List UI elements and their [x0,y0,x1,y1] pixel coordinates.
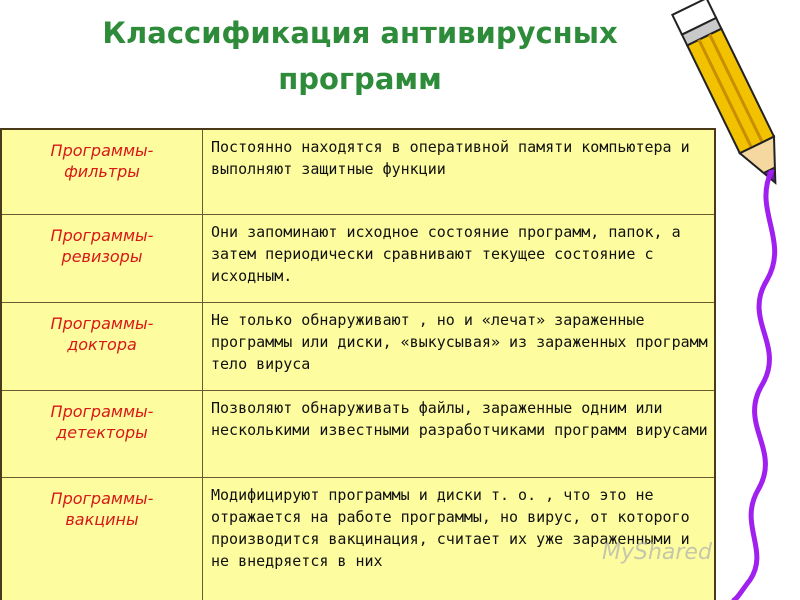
squiggle-decoration [712,170,800,600]
program-description: Модифицируют программы и диски т. о. , что это не отражается на работе программы, но вирус, от которого производится вакцинация, считает их уже зараженными и не внедряется в них [211,486,690,570]
program-type-label: Программы- [50,489,154,508]
program-description-cell [203,303,716,391]
program-description: Постоянно находятся в оперативной памяти компьютера и выполняют защитные функции [211,138,690,178]
program-description-cell [203,478,716,600]
table-row [1,215,715,303]
watermark: MyShared [602,540,712,565]
program-type-cell [1,129,203,215]
program-description-cell [203,129,716,215]
table-row [1,303,715,391]
table-row [1,478,715,600]
program-description: Позволяют обнаруживать файлы, зараженные одним или несколькими известными разработчиками программ вирусами [211,399,708,439]
program-type-cell [1,303,203,391]
title-line-1: Классификация антивирусных [102,16,618,50]
program-type-label: ревизоры [61,247,143,266]
program-type-cell [1,215,203,303]
program-type-label: вакцины [65,510,139,529]
table-row [1,129,715,215]
program-type-label: Программы- [50,226,154,245]
program-type-cell [1,478,203,600]
program-type-label: детекторы [56,423,148,442]
program-description-cell [203,391,716,478]
table-row [1,391,715,478]
title-line-2: программ [278,62,442,96]
program-type-label: Программы- [50,141,154,160]
program-description: Не только обнаруживают , но и «лечат» зараженные программы или диски, «выкусывая» из зараженных программ тело вируса [211,311,708,373]
program-type-label: Программы- [50,402,154,421]
slide-title [60,10,660,102]
program-type-label: фильтры [64,162,140,181]
classification-table [0,128,716,600]
program-type-cell [1,391,203,478]
program-description-cell [203,215,716,303]
program-description: Они запоминают исходное состояние программ, папок, а затем периодически сравнивают текущее состояние с исходным. [211,223,681,285]
program-type-label: доктора [67,335,137,354]
program-type-label: Программы- [50,314,154,333]
